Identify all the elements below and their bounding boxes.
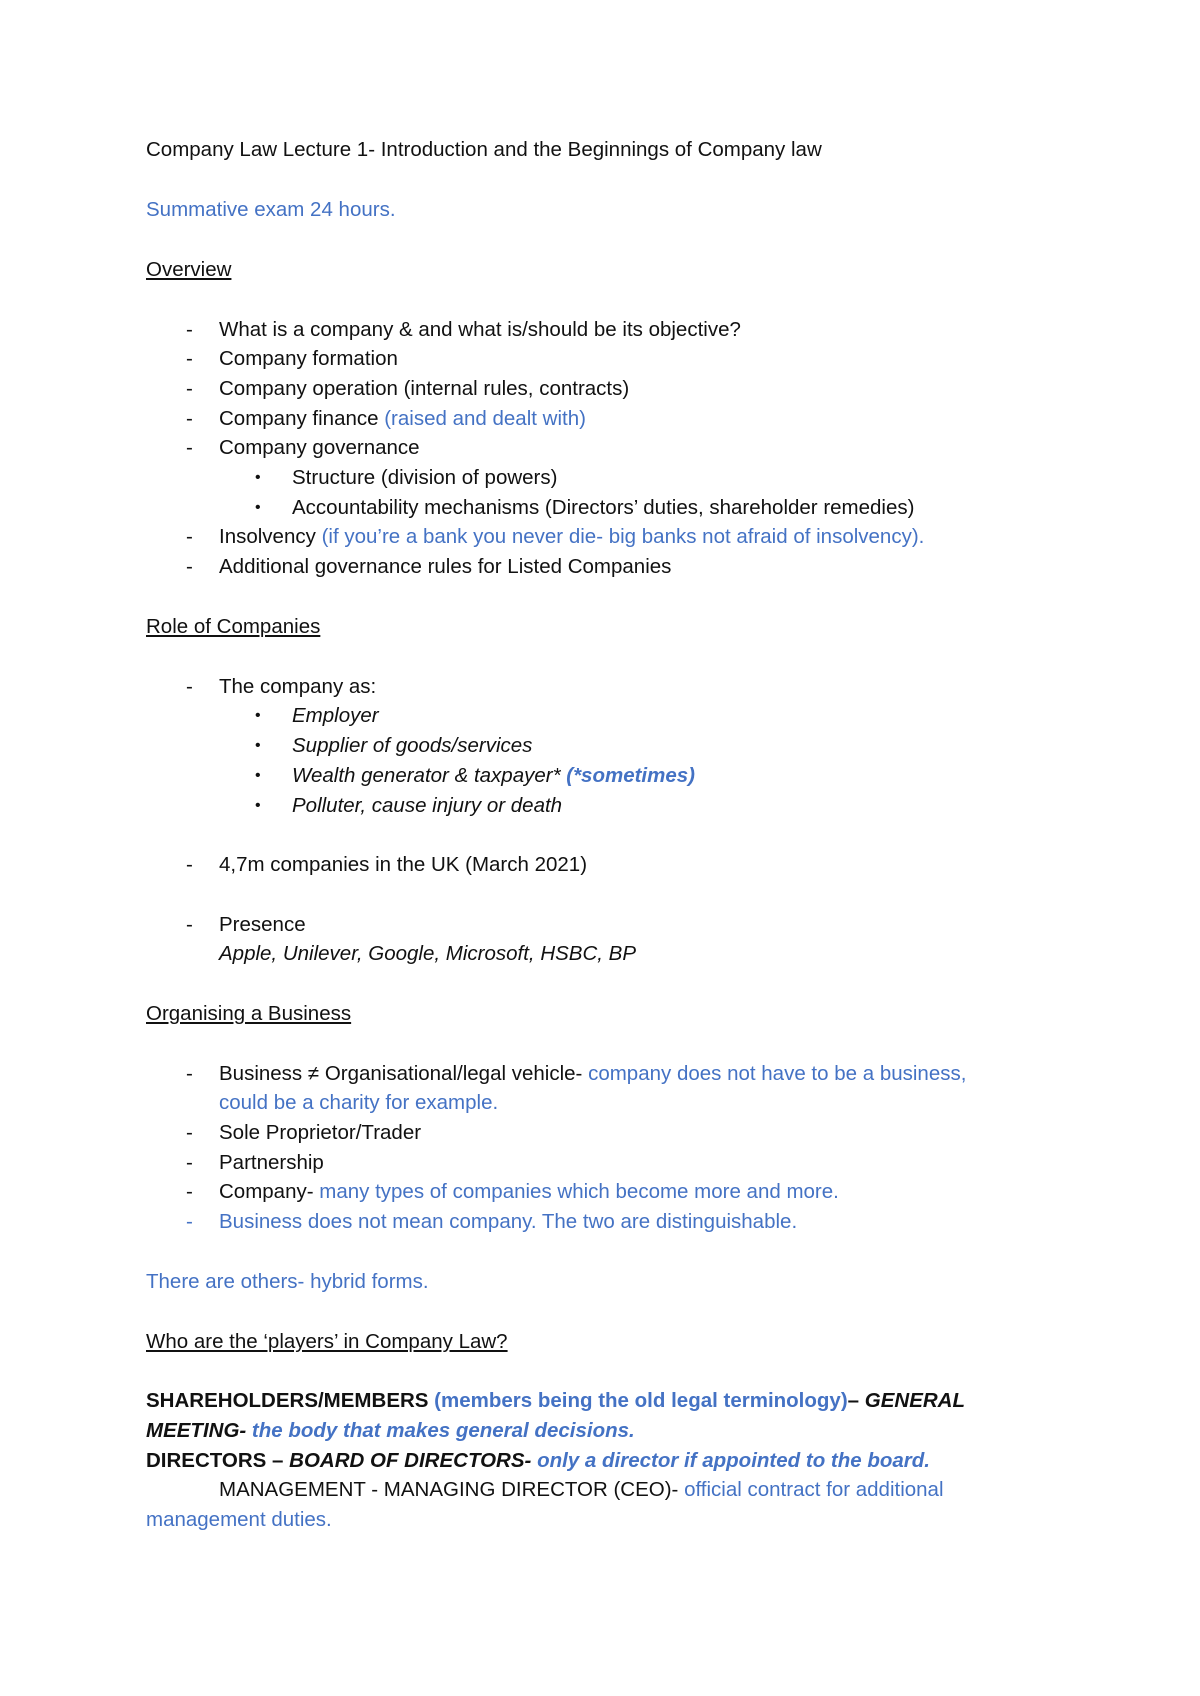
- sub-list-item: Accountability mechanisms (Directors’ duties, shareholder remedies): [292, 496, 915, 519]
- bullet: •: [255, 469, 261, 486]
- directors-note: only a director if appointed to the board.: [537, 1449, 930, 1472]
- general-meeting-line: [146, 1419, 635, 1443]
- list-dash: -: [186, 1151, 193, 1174]
- sub-list-item: Supplier of goods/services: [292, 734, 533, 757]
- list-item: Business does not mean company. The two are distinguishable.: [219, 1210, 798, 1233]
- list-item: Partnership: [219, 1151, 324, 1174]
- list-item-note: (raised and dealt with): [384, 407, 586, 430]
- list-item: Company formation: [219, 347, 398, 370]
- list-dash: -: [186, 347, 193, 370]
- management-label: MANAGEMENT - MANAGING DIRECTOR (CEO)-: [219, 1478, 685, 1501]
- list-item-text: Business ≠ Organisational/legal vehicle-: [219, 1062, 589, 1085]
- bullet: •: [255, 499, 261, 516]
- sub-list-item: [292, 764, 695, 788]
- list-dash: -: [186, 675, 193, 698]
- management-note: official contract for additional: [684, 1478, 944, 1501]
- list-item: Additional governance rules for Listed Companies: [219, 555, 672, 578]
- shareholders-note: (members being the old legal terminology): [434, 1389, 848, 1412]
- management-note-continued: management duties.: [146, 1508, 332, 1531]
- shareholders-line: [146, 1389, 965, 1413]
- role-heading: Role of Companies: [146, 615, 321, 638]
- list-item-text: Company-: [219, 1180, 320, 1203]
- sub-list-item: Polluter, cause injury or death: [292, 794, 563, 817]
- list-item-text: Insolvency: [219, 525, 322, 548]
- list-dash: -: [186, 1180, 193, 1203]
- page-title: Company Law Lecture 1- Introduction and the Beginnings of Company law: [146, 138, 822, 161]
- list-item: What is a company & and what is/should be its objective?: [219, 318, 741, 341]
- bullet: •: [255, 797, 261, 814]
- presence-examples: Apple, Unilever, Google, Microsoft, HSBC, BP: [219, 942, 637, 965]
- list-item-text: Company finance: [219, 407, 385, 430]
- list-item: [219, 1180, 839, 1204]
- list-item-note: (if you’re a bank you never die- big banks not afraid of insolvency).: [321, 525, 925, 548]
- overview-heading: Overview: [146, 258, 232, 281]
- sub-list-item: Structure (division of powers): [292, 466, 558, 489]
- list-item: 4,7m companies in the UK (March 2021): [219, 853, 588, 876]
- list-item-note: many types of companies which become more and more.: [319, 1180, 839, 1203]
- management-line: [219, 1478, 944, 1502]
- list-dash: -: [186, 436, 193, 459]
- list-dash: -: [186, 1121, 193, 1144]
- sub-list-item-text: Wealth generator & taxpayer*: [292, 764, 567, 787]
- list-item: Company operation (internal rules, contracts): [219, 377, 630, 400]
- general-meeting-label: GENERAL: [864, 1389, 965, 1412]
- hybrid-forms-note: There are others- hybrid forms.: [146, 1270, 429, 1293]
- list-item: Presence: [219, 913, 306, 936]
- list-dash: -: [186, 1210, 193, 1233]
- list-item: [219, 407, 586, 431]
- list-item: The company as:: [219, 675, 377, 698]
- directors-line: [146, 1449, 930, 1473]
- list-item: [219, 525, 924, 549]
- list-item: [219, 1062, 966, 1086]
- list-item-note: company does not have to be a business,: [588, 1062, 967, 1085]
- list-dash: -: [186, 1062, 193, 1085]
- list-dash: -: [186, 913, 193, 936]
- list-item: Sole Proprietor/Trader: [219, 1121, 422, 1144]
- directors-label: DIRECTORS –: [146, 1449, 290, 1472]
- bullet: •: [255, 737, 261, 754]
- sub-list-item: Employer: [292, 704, 379, 727]
- list-item-note-continued: could be a charity for example.: [219, 1091, 499, 1114]
- bullet: •: [255, 767, 261, 784]
- list-dash: -: [186, 377, 193, 400]
- list-dash: -: [186, 407, 193, 430]
- sub-list-item-note: (*sometimes): [566, 764, 695, 787]
- players-heading: Who are the ‘players’ in Company Law?: [146, 1330, 508, 1353]
- board-label: BOARD OF DIRECTORS-: [289, 1449, 538, 1472]
- list-dash: -: [186, 555, 193, 578]
- list-dash: -: [186, 853, 193, 876]
- list-item: Company governance: [219, 436, 420, 459]
- shareholders-label: SHAREHOLDERS/MEMBERS: [146, 1389, 435, 1412]
- list-dash: -: [186, 525, 193, 548]
- bullet: •: [255, 707, 261, 724]
- organising-heading: Organising a Business: [146, 1002, 352, 1025]
- general-meeting-note: the body that makes general decisions.: [251, 1419, 635, 1442]
- list-dash: -: [186, 318, 193, 341]
- general-meeting-label-continued: MEETING-: [146, 1419, 252, 1442]
- shareholders-dash: –: [847, 1389, 865, 1412]
- exam-note: Summative exam 24 hours.: [146, 198, 396, 221]
